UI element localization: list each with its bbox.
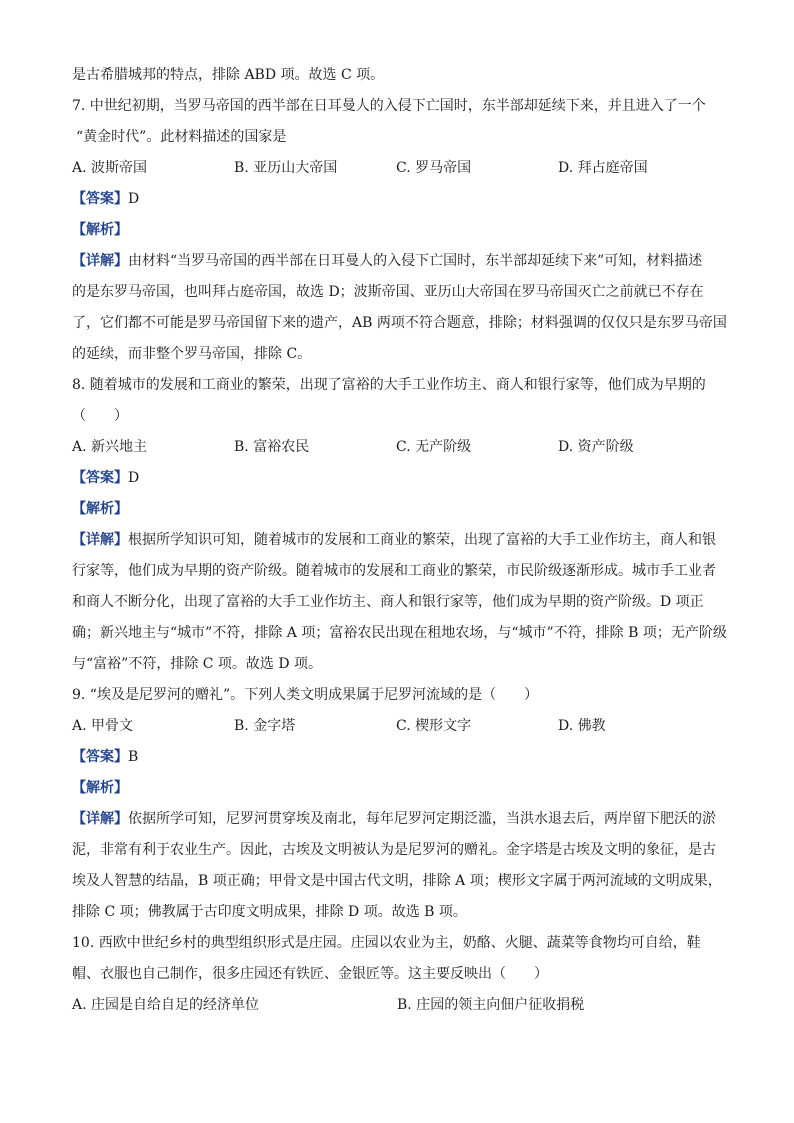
analysis-tag: 【解析】 [72,501,128,517]
question-8-stem-cont: （ ） [72,408,128,424]
analysis-tag: 【解析】 [72,222,128,238]
question-7-stem: 7. 中世纪初期，当罗马帝国的西半部在日耳曼人的入侵下亡国时，东半部却延续下来，并且进入了一个 [72,98,706,114]
question-7-detail-3: 了，它们都不可能是罗马帝国留下来的遗产，AB 两项不符合题意，排除；材料强调的仅仅只是东罗马帝国 [72,315,727,331]
option-b: B. 富裕农民 [234,439,310,455]
question-7-detail-4: 的延续，而非整个罗马帝国，排除 C。 [72,346,312,362]
option-d: D. 佛教 [558,718,606,734]
option-c: C. 罗马帝国 [396,160,472,176]
answer-value: D [128,191,140,207]
question-7-detail-2: 的是东罗马帝国，也叫拜占庭帝国，故选 D；波斯帝国、亚历山大帝国在罗马帝国灭亡之前就已不存在 [72,284,704,300]
document-page [72,60,727,1021]
question-10-options [72,990,722,1021]
question-8-detail-1 [72,525,722,556]
question-9-answer [72,742,722,773]
answer-tag: 【答案】 [72,191,128,207]
question-9-detail-2: 泥，非常有利于农业生产。因此，古埃及文明被认为是尼罗河的赠礼。金字塔是古埃及文明的象征，是古 [72,842,716,858]
question-8-stem: 8. 随着城市的发展和工商业的繁荣，出现了富裕的大手工业作坊主、商人和银行家等，他们成为早期的 [72,377,706,393]
question-9-detail-3: 埃及人智慧的结晶，B 项正确；甲骨文是中国古代文明，排除 A 项；楔形文字属于两河流域的文明成果， [72,873,722,889]
prev-answer-tail: 是古希腊城邦的特点，排除 ABD 项。故选 C 项。 [72,67,385,83]
question-9-options [72,711,722,742]
question-7-stem-cont: “黄金时代”。此材料描述的国家是 [76,129,287,145]
option-b: B. 庄园的领主向佃户征收捐税 [397,997,585,1013]
answer-tag: 【答案】 [72,470,128,486]
question-9-detail-4: 排除 C 项；佛教属于古印度文明成果，排除 D 项。故选 B 项。 [72,904,467,920]
question-7-answer [72,184,722,215]
question-9-detail-1 [72,804,722,835]
answer-tag: 【答案】 [72,749,128,765]
detail-tag: 【详解】 [72,253,128,269]
detail-tag: 【详解】 [72,532,128,548]
option-a: A. 甲骨文 [72,718,134,734]
question-8-detail-4: 确；新兴地主与“城市”不符，排除 A 项；富裕农民出现在租地农场，与“城市”不符，排除 B 项；无产阶级 [72,625,727,641]
option-a: A. 新兴地主 [72,439,148,455]
answer-value: B [128,749,139,765]
option-a: A. 庄园是自给自足的经济单位 [72,997,260,1013]
question-8-detail-3: 和商人不断分化，出现了富裕的大手工业作坊主、商人和银行家等，他们成为早期的资产阶级。D 项正 [72,594,704,610]
detail-text: 依据所学可知，尼罗河贯穿埃及南北，每年尼罗河定期泛滥，当洪水退去后，两岸留下肥沃的淤 [128,811,716,827]
question-8-detail-5: 与“富裕”不符，排除 C 项。故选 D 项。 [72,656,323,672]
analysis-tag: 【解析】 [72,780,128,796]
question-8-detail-2: 行家等，他们成为早期的资产阶级。随着城市的发展和工商业的繁荣，市民阶级逐渐形成。城市手工业者 [72,563,716,579]
question-8-analysis [72,494,722,525]
detail-text: 根据所学知识可知，随着城市的发展和工商业的繁荣，出现了富裕的大手工业作坊主，商人和银 [128,532,716,548]
question-10-stem-cont: 帽、衣服也自己制作，很多庄园还有铁匠、金银匠等。这主要反映出（ ） [72,966,548,982]
option-b: B. 金字塔 [234,718,296,734]
option-b: B. 亚历山大帝国 [234,160,338,176]
option-d: D. 资产阶级 [558,439,634,455]
question-9-analysis [72,773,722,804]
question-7-options [72,153,722,184]
detail-tag: 【详解】 [72,811,128,827]
question-7-detail-1 [72,246,722,277]
question-8-answer [72,463,722,494]
answer-value: D [128,470,140,486]
question-9-stem: 9. “埃及是尼罗河的赠礼”。下列人类文明成果属于尼罗河流域的是（ ） [72,687,539,703]
question-7-analysis [72,215,722,246]
question-10-stem: 10. 西欧中世纪乡村的典型组织形式是庄园。庄园以农业为主，奶酪、火腿、蔬菜等食物均可自给，鞋 [72,935,701,951]
option-a: A. 波斯帝国 [72,160,148,176]
option-c: C. 无产阶级 [396,439,472,455]
question-8-options [72,432,722,463]
detail-text: 由材料“当罗马帝国的西半部在日耳曼人的入侵下亡国时，东半部却延续下来”可知，材料描述 [128,253,703,269]
option-c: C. 楔形文字 [396,718,472,734]
option-d: D. 拜占庭帝国 [558,160,648,176]
